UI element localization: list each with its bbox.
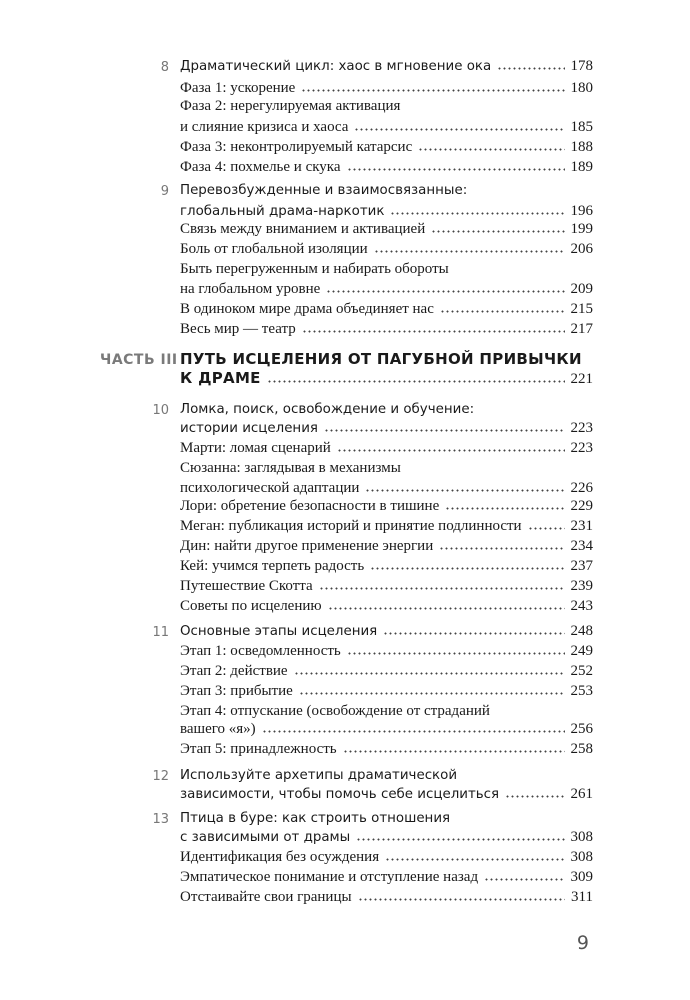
- toc-entry[interactable]: [180, 319, 593, 340]
- entry-page-number: 199: [570, 221, 593, 237]
- toc-entry[interactable]: [180, 556, 593, 577]
- chapter-number: 9: [160, 184, 169, 199]
- dot-leader: [431, 230, 564, 233]
- entry-page-number: 234: [570, 538, 593, 554]
- chapter-number: 8: [160, 60, 169, 75]
- chapter-number: 12: [152, 769, 169, 784]
- dot-leader: [418, 148, 564, 151]
- dot-leader: [356, 838, 564, 841]
- dot-leader: [328, 607, 565, 610]
- entry-page-number: 206: [570, 241, 593, 257]
- dot-leader: [390, 212, 564, 215]
- entry-page-number: 243: [570, 598, 593, 614]
- dot-leader: [262, 730, 565, 733]
- toc-entry[interactable]: [180, 418, 593, 439]
- toc-entry[interactable]: [180, 299, 593, 320]
- dot-leader: [445, 507, 564, 510]
- entry-title: Сюзанна: заглядывая в механизмы: [180, 460, 401, 476]
- toc-entry[interactable]: [180, 661, 593, 682]
- dot-leader: [374, 250, 565, 253]
- entry-title: психологической адаптации: [180, 480, 360, 496]
- toc-entry[interactable]: [180, 641, 593, 662]
- entry-page-number: 309: [570, 869, 593, 885]
- entry-title: Этап 3: прибытие: [180, 683, 293, 699]
- entry-title: Фаза 1: ускорение: [180, 80, 296, 96]
- entry-page-number: 223: [570, 420, 593, 436]
- entry-title: Этап 1: осведомленность: [180, 643, 341, 659]
- entry-page-number: 252: [570, 663, 593, 679]
- entry-page-number: 308: [570, 849, 593, 865]
- entry-page-number: 178: [570, 58, 593, 74]
- entry-page-number: 258: [570, 741, 593, 757]
- entry-page-number: 196: [570, 203, 593, 219]
- dot-leader: [354, 128, 564, 131]
- entry-page-number: 180: [570, 80, 593, 96]
- toc-entry[interactable]: [180, 496, 593, 517]
- entry-title: ПУТЬ ИСЦЕЛЕНИЯ ОТ ПАГУБНОЙ ПРИВЫЧКИ: [180, 350, 582, 368]
- toc-entry[interactable]: [180, 157, 593, 178]
- dot-leader: [385, 858, 564, 861]
- entry-page-number: 226: [570, 480, 593, 496]
- dot-leader: [347, 652, 565, 655]
- dot-leader: [358, 898, 565, 901]
- dot-leader: [347, 168, 565, 171]
- dot-leader: [440, 310, 565, 313]
- entry-page-number: 188: [570, 139, 593, 155]
- entry-page-number: 209: [570, 281, 593, 297]
- dot-leader: [302, 330, 565, 333]
- toc-entry[interactable]: [180, 867, 593, 888]
- toc-entry[interactable]: [180, 516, 593, 537]
- toc-entry[interactable]: [180, 827, 593, 848]
- chapter-number: 10: [152, 403, 169, 418]
- entry-title: Дин: найти другое применение энергии: [180, 538, 434, 554]
- entry-page-number: 239: [570, 578, 593, 594]
- entry-title: глобальный драма-наркотик: [180, 204, 385, 219]
- entry-page-number: 189: [570, 159, 593, 175]
- dot-leader: [326, 290, 564, 293]
- entry-title: Фаза 3: неконтролируемый катарсис: [180, 139, 413, 155]
- entry-page-number: 185: [570, 119, 593, 135]
- toc-entry[interactable]: [180, 56, 593, 77]
- entry-title: Фаза 4: похмелье и скука: [180, 159, 341, 175]
- toc-entry[interactable]: [180, 596, 593, 617]
- entry-title: Птица в буре: как строить отношения: [180, 811, 451, 826]
- entry-page-number: 253: [570, 683, 593, 699]
- entry-title: с зависимыми от драмы: [180, 830, 351, 845]
- entry-title: Используйте архетипы драматической: [180, 768, 458, 783]
- toc-entry[interactable]: [180, 137, 593, 158]
- entry-title: В одиноком мире драма объединяет нас: [180, 301, 434, 317]
- entry-title: Быть перегруженным и набирать обороты: [180, 261, 449, 277]
- entry-title: Марти: ломая сценарий: [180, 440, 331, 456]
- dot-leader: [439, 547, 564, 550]
- dot-leader: [294, 672, 565, 675]
- entry-title: Этап 2: действие: [180, 663, 288, 679]
- toc-entry[interactable]: [180, 784, 593, 805]
- entry-title: Отстаивайте свои границы: [180, 889, 352, 905]
- dot-leader: [505, 795, 564, 798]
- entry-title: Меган: публикация историй и принятие подлинности: [180, 518, 522, 534]
- toc-entry[interactable]: [180, 887, 593, 908]
- entry-title: Фаза 2: нерегулируемая активация: [180, 98, 401, 114]
- entry-page-number: 229: [570, 498, 593, 514]
- entry-title: Весь мир — театр: [180, 321, 296, 337]
- entry-title: и слияние кризиса и хаоса: [180, 119, 349, 135]
- toc-entry[interactable]: [180, 719, 593, 740]
- dot-leader: [319, 587, 565, 590]
- entry-page-number: 256: [570, 721, 593, 737]
- entry-title: Боль от глобальной изоляции: [180, 241, 368, 257]
- entry-title: вашего «я»): [180, 721, 256, 737]
- toc-entry[interactable]: [180, 438, 593, 459]
- dot-leader: [337, 449, 565, 452]
- entry-page-number: 215: [570, 301, 593, 317]
- entry-page-number: 249: [570, 643, 593, 659]
- dot-leader: [484, 878, 564, 881]
- entry-title: Путешествие Скотта: [180, 578, 313, 594]
- entry-page-number: 217: [570, 321, 593, 337]
- dot-leader: [370, 567, 564, 570]
- dot-leader: [324, 429, 565, 432]
- entry-title: на глобальном уровне: [180, 281, 321, 297]
- entry-title: Перевозбужденные и взаимосвязанные:: [180, 183, 468, 198]
- page-number: 9: [576, 932, 589, 954]
- part-label: ЧАСТЬ III: [100, 352, 178, 368]
- entry-title: Драматический цикл: хаос в мгновение ока: [180, 59, 492, 74]
- toc-entry[interactable]: [180, 681, 593, 702]
- entry-title: Эмпатическое понимание и отступление назад: [180, 869, 479, 885]
- entry-title: Идентификация без осуждения: [180, 849, 380, 865]
- toc-entry[interactable]: [180, 239, 593, 260]
- entry-title: Основные этапы исцеления: [180, 624, 378, 639]
- dot-leader: [528, 527, 565, 530]
- entry-page-number: 308: [570, 829, 593, 845]
- entry-title: Лори: обретение безопасности в тишине: [180, 498, 440, 514]
- entry-title: зависимости, чтобы помочь себе исцелиться: [180, 787, 500, 802]
- entry-page-number: 223: [570, 440, 593, 456]
- entry-title: Советы по исцелению: [180, 598, 322, 614]
- toc-entry[interactable]: [180, 279, 593, 300]
- toc-entry[interactable]: [180, 368, 593, 389]
- toc-entry[interactable]: [180, 536, 593, 557]
- entry-page-number: 237: [570, 558, 593, 574]
- toc-entry[interactable]: [180, 576, 593, 597]
- dot-leader: [365, 489, 564, 492]
- entry-title: К ДРАМЕ: [180, 369, 261, 387]
- toc-entry[interactable]: [180, 847, 593, 868]
- dot-leader: [299, 692, 565, 695]
- dot-leader: [497, 67, 564, 70]
- chapter-number: 13: [152, 812, 169, 827]
- toc-entry[interactable]: [180, 219, 593, 240]
- entry-title: истории исцеления: [180, 421, 318, 436]
- entry-title: Этап 4: отпускание (освобождение от страданий: [180, 703, 490, 719]
- toc-entry[interactable]: [180, 739, 593, 760]
- entry-page-number: 311: [571, 889, 593, 905]
- dot-leader: [383, 632, 564, 635]
- entry-title: Ломка, поиск, освобождение и обучение:: [180, 402, 475, 417]
- entry-title: Этап 5: принадлежность: [180, 741, 337, 757]
- entry-page-number: 231: [570, 518, 593, 534]
- toc-entry[interactable]: [180, 621, 593, 642]
- toc-entry[interactable]: [180, 117, 593, 138]
- dot-leader: [301, 89, 564, 92]
- dot-leader: [343, 750, 565, 753]
- entry-page-number: 248: [570, 623, 593, 639]
- entry-title: Кей: учимся терпеть радость: [180, 558, 365, 574]
- chapter-number: 11: [152, 625, 169, 640]
- entry-page-number: 221: [570, 371, 593, 387]
- entry-title: Связь между вниманием и активацией: [180, 221, 426, 237]
- dot-leader: [267, 380, 565, 383]
- entry-page-number: 261: [570, 786, 593, 802]
